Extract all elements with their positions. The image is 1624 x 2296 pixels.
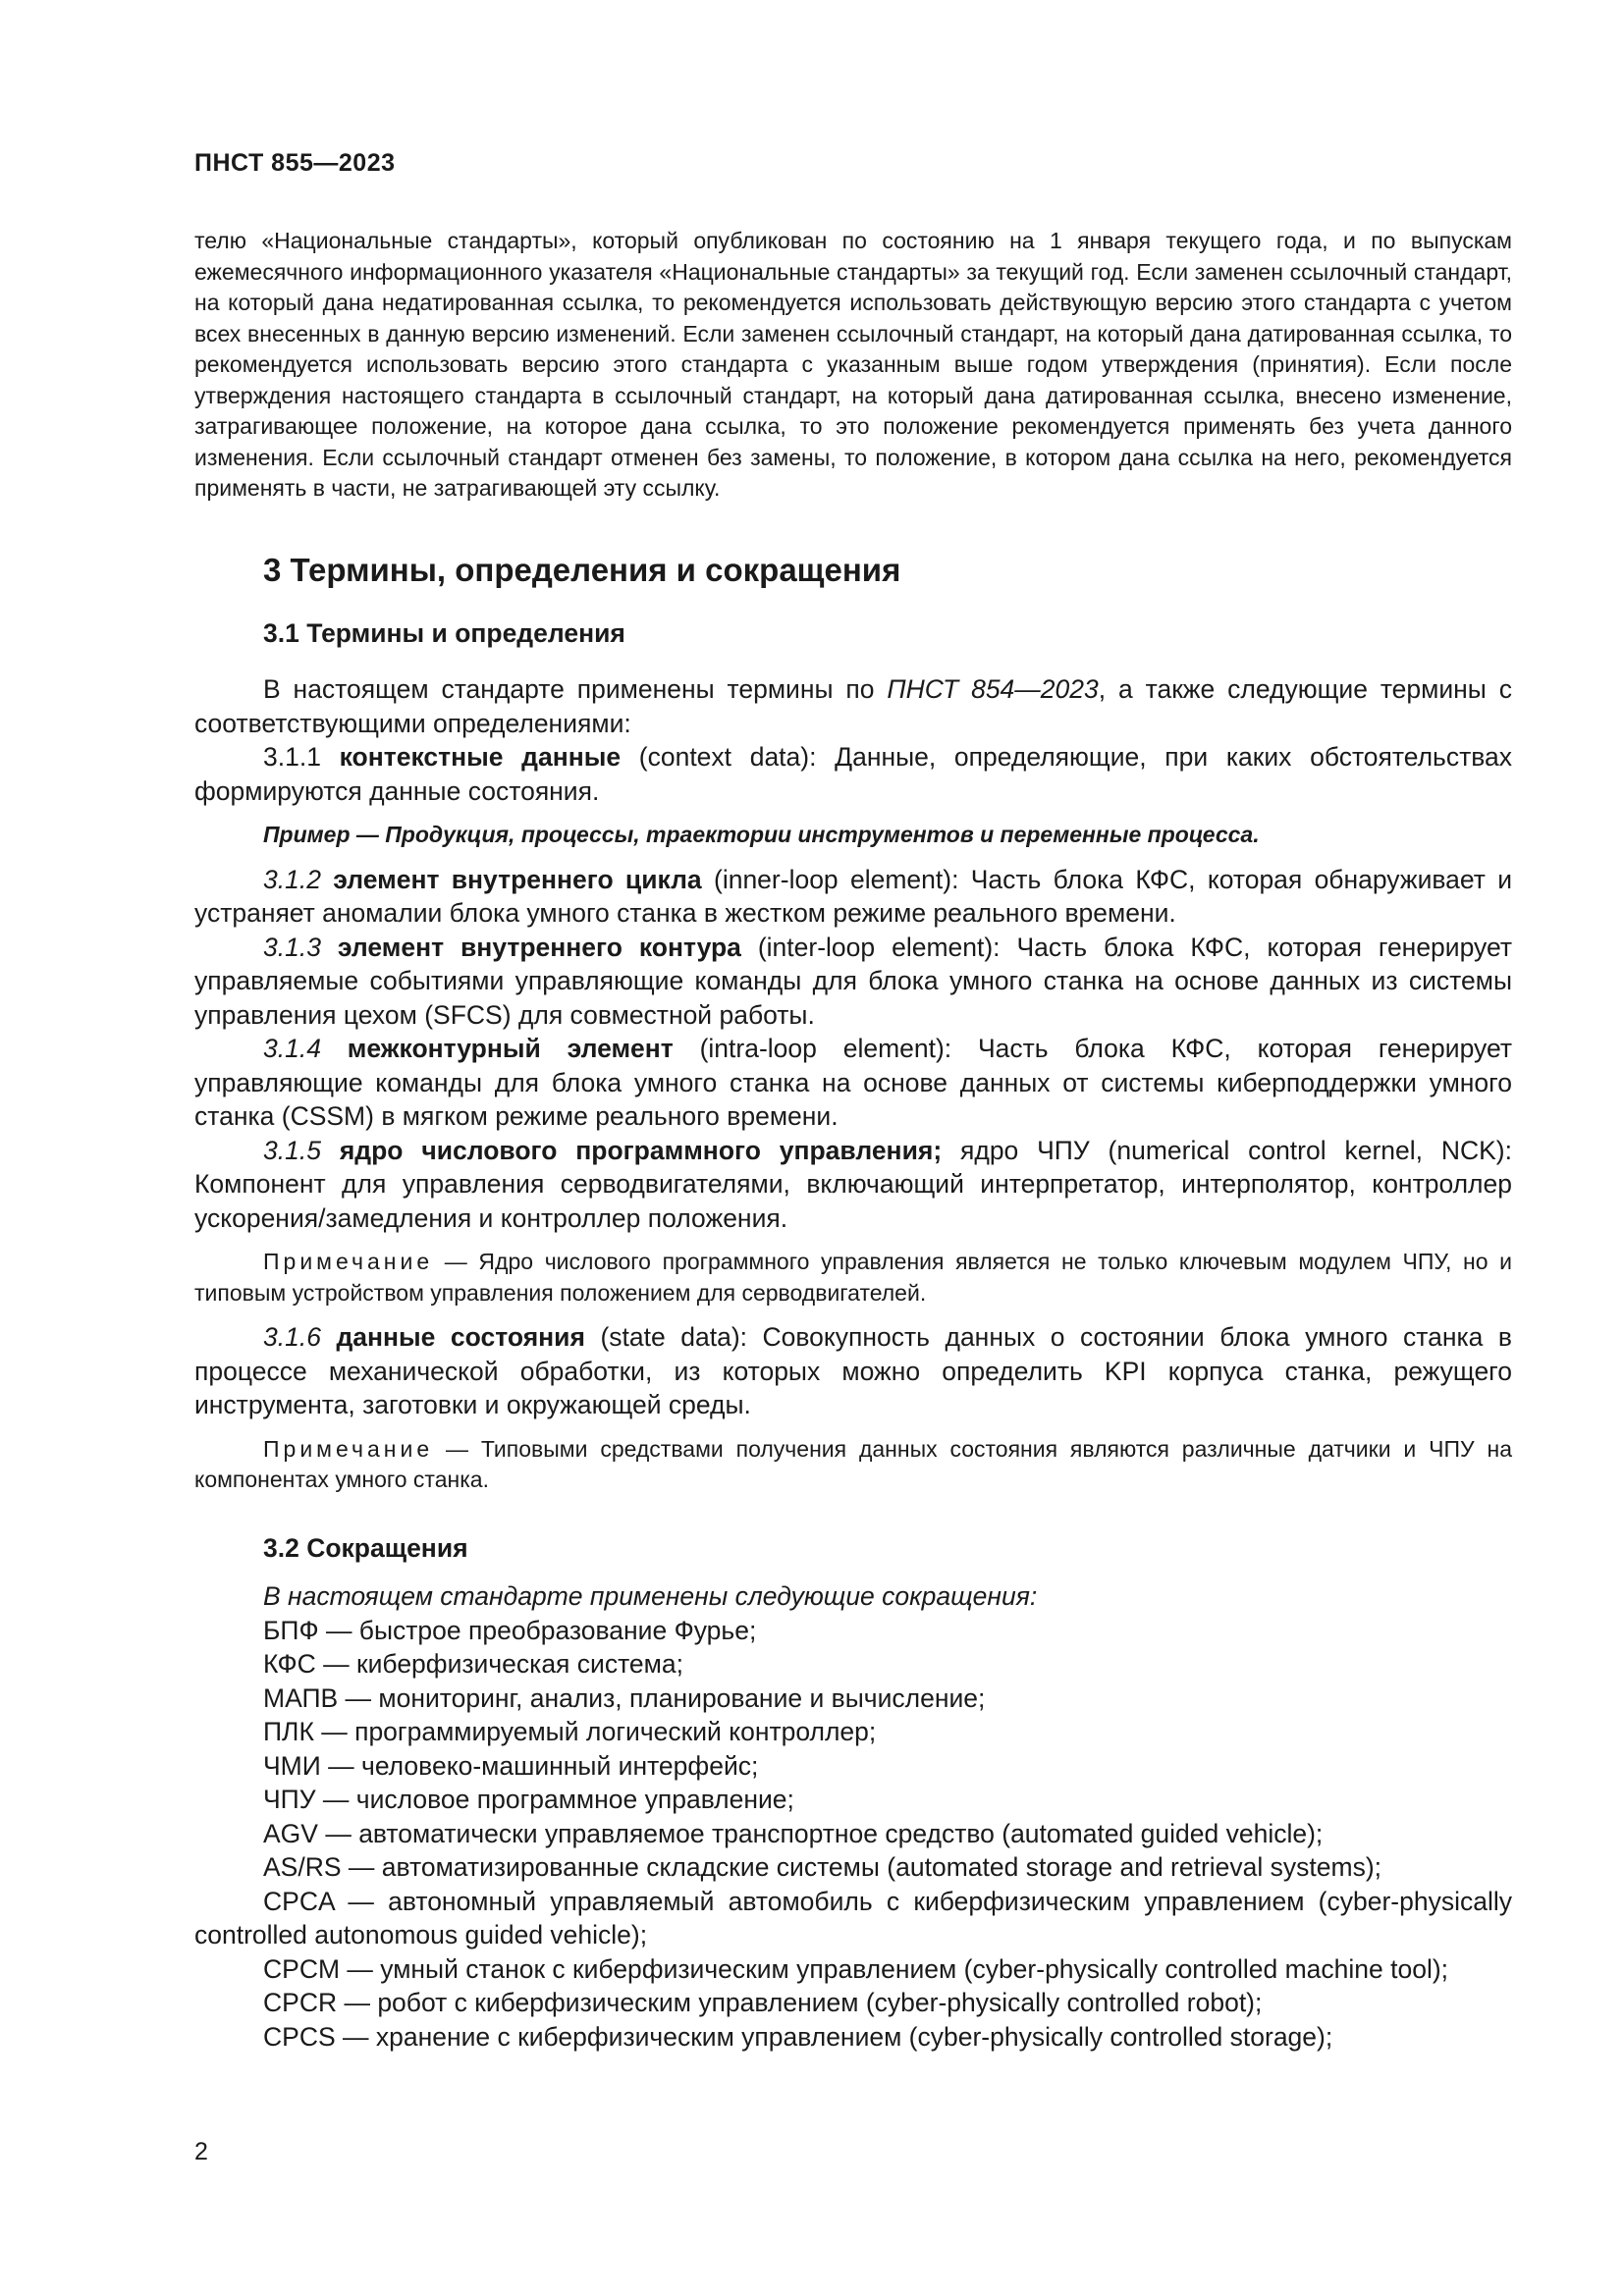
term-definition: (inner-loop element): Часть блока КФС, которая обнаруживает и устраняет аномалии блока умного станка в жестком режиме реального времени. <box>194 864 1512 928</box>
abbreviation-item: CPCA — автономный управляемый автомобиль с киберфизическим управлением (cyber-physically controlled autonomous guided vehicle); <box>194 1886 1512 1949</box>
section-3-heading: 3 Термины, определения и сокращения <box>263 552 901 588</box>
terms-intro: В настоящем стандарте применены термины по ПНСТ 854—2023, а также следующие термины с соответствующими определениями: <box>194 674 1512 738</box>
abbreviation-item: ПЛК — программируемый логический контроллер; <box>263 1717 877 1746</box>
term-name: ядро числового программного управления; <box>339 1135 943 1165</box>
subsection-3-2-heading: 3.2 Сокращения <box>263 1533 468 1563</box>
term-definition: (intra-loop element): Часть блока КФС, которая генерирует управляющие команды для блока умного станка на основе данных от системы киберподдержки умного станка (CSSM) в мягком режиме реального времени. <box>194 1034 1512 1131</box>
abbreviation-item: БПФ — быстрое преобразование Фурье; <box>263 1615 757 1645</box>
term-3-1-6 <box>194 1320 1512 1422</box>
term-number: 3.1.3 <box>263 932 321 962</box>
term-3-1-1 <box>194 740 1512 808</box>
section-3-2 <box>194 1533 1512 2054</box>
term-name: контекстные данные <box>339 742 622 772</box>
note-text: — Ядро числового программного управления является не только ключевым модулем ЧПУ, но и типовым устройством управления положением для серводвигателей. <box>194 1249 1512 1306</box>
abbreviation-item: КФС — киберфизическая система; <box>263 1649 683 1679</box>
term-name: межконтурный элемент <box>347 1034 674 1063</box>
abbreviation-item: CPCR — робот с киберфизическим управлением (cyber-physically controlled robot); <box>263 1988 1263 2017</box>
abbreviation-item: CPCM — умный станок с киберфизическим управлением (cyber-physically controlled machine tool); <box>263 1953 1449 1984</box>
term-definition: ядро ЧПУ (numerical control kernel, NCK): Компонент для управления серводвигателями, включающий интерпретатор, интерполятор, контроллер ускорения/замедления и контроллер положения. <box>194 1135 1512 1233</box>
reference-link-pnst-854: ПНСТ 854—2023 <box>887 674 1099 704</box>
note-text: — Типовыми средствами получения данных состояния являются различные датчики и ЧПУ на компонентах умного станка. <box>194 1435 1512 1492</box>
abbreviation-item: МАПВ — мониторинг, анализ, планирование и вычисление; <box>263 1682 986 1713</box>
note-1 <box>194 1247 1512 1308</box>
term-definition: (inter-loop element): Часть блока КФС, которая генерирует управляемые событиями управляющие команды для блока умного станка на основе данных из системы управления цехом (SFCS) для совместной работы. <box>194 932 1512 1030</box>
term-definition: (context data): Данные, определяющие, при каких обстоятельствах формируются данные состояния. <box>194 742 1513 806</box>
abbreviations-intro: В настоящем стандарте применены следующие сокращения: <box>263 1581 1038 1611</box>
subsection-3-1-heading: 3.1 Термины и определения <box>263 618 625 648</box>
term-name: элемент внутреннего контура <box>337 932 741 962</box>
intro-paragraph: телю «Национальные стандарты», который опубликован по состоянию на 1 января текущего года, и по выпускам ежемесячного информационного указателя «Национальные стандарты» за текущий год. Если заменен ссылочный стандарт, на который дана недатированная ссылка, то рекомендуется использовать действующую версию этого стандарта с учетом всех внесенных в данную версию изменений. Если заменен ссылочный стандарт, на который дана датированная ссылка, то рекомендуется использовать версию этого стандарта с указанным выше годом утверждения (принятия). Если после утверждения настоящего стандарта в ссылочный стандарт, на который дана датированная ссылка, внесено изменение, затрагивающее положение, на которое дана ссылка, то это положение рекомендуется применять без учета данного изменения. Если ссылочный стандарт отменен без замены, то положение, в котором дана ссылка на него, рекомендуется применять в части, не затрагивающей эту ссылку. <box>194 228 1512 501</box>
term-name: элемент внутреннего цикла <box>333 864 702 894</box>
term-number: 3.1.4 <box>263 1034 321 1063</box>
example-note: Пример — Продукция, процессы, траектории инструментов и переменные процесса. <box>263 822 1260 847</box>
abbreviation-item: AS/RS — автоматизированные складские системы (automated storage and retrieval systems); <box>263 1852 1382 1882</box>
term-3-1-3 <box>194 931 1512 1033</box>
section-3-1 <box>194 618 1512 1496</box>
term-number: 3.1.1 <box>263 742 321 772</box>
term-3-1-4 <box>194 1032 1512 1134</box>
term-number: 3.1.2 <box>263 864 321 894</box>
note-label: Примечание <box>263 1435 434 1462</box>
abbreviations-list <box>194 1614 1512 2055</box>
term-3-1-2 <box>194 863 1512 931</box>
abbreviation-item: ЧПУ — числовое программное управление; <box>263 1785 794 1814</box>
note-2 <box>194 1434 1512 1496</box>
page-number: 2 <box>194 2138 208 2165</box>
abbreviation-item: CPCS — хранение с киберфизическим управлением (cyber-physically controlled storage); <box>263 2021 1333 2052</box>
term-name: данные состояния <box>336 1322 585 1352</box>
note-label: Примечание <box>263 1249 434 1274</box>
term-definition: (state data): Совокупность данных о состоянии блока умного станка в процессе механической обработки, из которых можно определить KPI корпуса станка, режущего инструмента, заготовки и окружающей среды. <box>194 1322 1512 1419</box>
abbreviation-item: ЧМИ — человеко-машинный интерфейс; <box>263 1750 759 1781</box>
term-number: 3.1.5 <box>263 1135 321 1165</box>
term-3-1-5 <box>194 1134 1512 1236</box>
document-code-header: ПНСТ 855—2023 <box>194 149 396 177</box>
abbreviation-item: AGV — автоматически управляемое транспортное средство (automated guided vehicle); <box>263 1818 1324 1848</box>
term-number: 3.1.6 <box>263 1322 321 1352</box>
